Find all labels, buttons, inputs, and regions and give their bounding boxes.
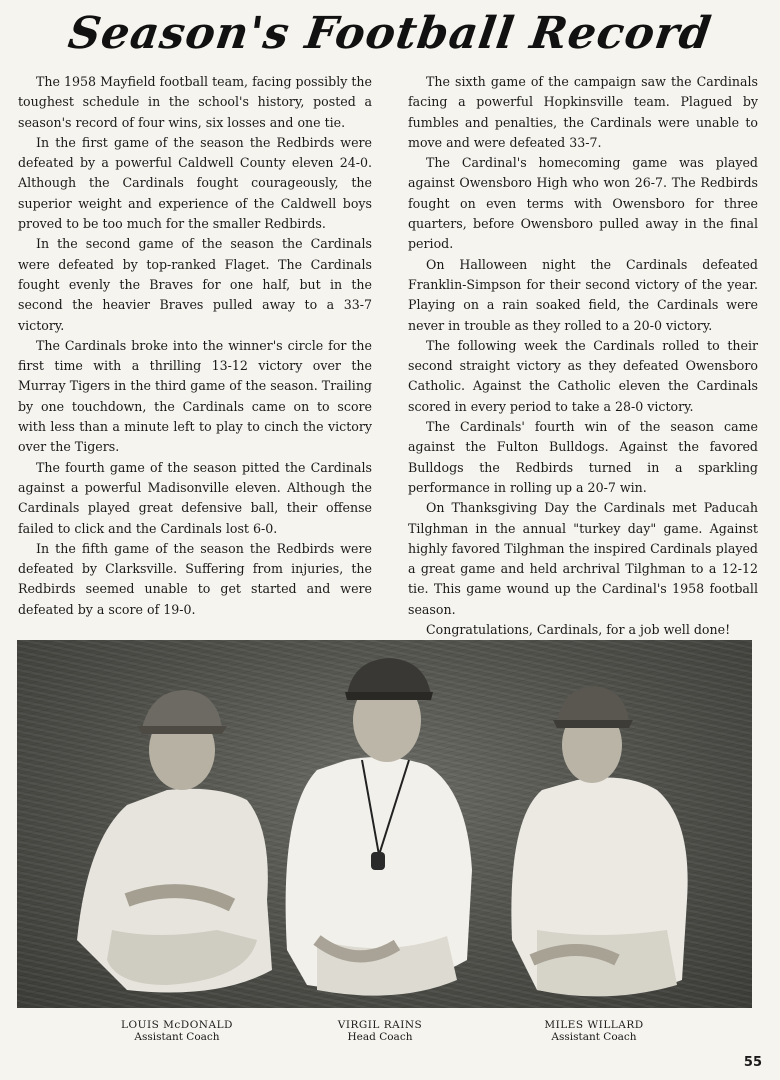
paragraph: The Cardinal's homecoming game was played against Owensboro High who won 26-7. The Redbirds fought on even terms with Owensboro for three quarters, before Owensboro pulled away in the final period. bbox=[408, 155, 758, 252]
paragraph: The 1958 Mayfield football team, facing possibly the toughest schedule in the school's history, posted a season's record of four wins, six losses and one tie. bbox=[18, 74, 372, 130]
page-title: Season's Football Record bbox=[65, 8, 715, 59]
caption-name: VIRGIL RAINS bbox=[337, 1019, 423, 1031]
paragraph: The Cardinals broke into the winner's circle for the first time with a thrilling 13-12 victory over the Murray Tigers in the third game of the season. Trailing by one touchdown, the Cardinals came on to score with less than a minute left to play to cinch the victory over the Tigers. bbox=[18, 337, 372, 455]
coach-left-figure bbox=[77, 690, 272, 993]
paragraph: The fourth game of the season pitted the Cardinals against a powerful Madisonville eleven. Although the Cardinals played great defensive ball, their offense failed to click and the Cardinals lost 6-0. bbox=[18, 459, 372, 536]
coaches-figures bbox=[17, 640, 752, 1008]
caption-role: Head Coach bbox=[347, 1031, 413, 1043]
caption-right bbox=[494, 1019, 694, 1043]
coaches-photo bbox=[17, 640, 752, 1008]
article-right-column bbox=[408, 72, 758, 640]
paragraph: On Thanksgiving Day the Cardinals met Paducah Tilghman in the annual "turkey day" game. Against highly favored Tilghman the inspired Cardinals played a great game and held archrival Tilghman to a 12-12 tie. This game wound up the Cardinal's 1958 football season. bbox=[408, 500, 758, 617]
caption-role: Assistant Coach bbox=[134, 1031, 220, 1043]
caption-center bbox=[280, 1019, 480, 1043]
caption-left bbox=[77, 1019, 277, 1043]
paragraph: In the second game of the season the Cardinals were defeated by top-ranked Flaget. The Cardinals fought evenly the Braves for one half, but in the second the heavier Braves pulled away to a 33-7 victory. bbox=[18, 236, 372, 333]
paragraph: The Cardinals' fourth win of the season came against the Fulton Bulldogs. Against the favored Bulldogs the Redbirds turned in a sparkling performance in rolling up a 20-7 win. bbox=[408, 419, 758, 495]
paragraph: The sixth game of the campaign saw the Cardinals facing a powerful Hopkinsville team. Plagued by fumbles and penalties, the Cardinals were unable to move and were defeated 33-7. bbox=[408, 74, 758, 150]
paragraph: On Halloween night the Cardinals defeated Franklin-Simpson for their second victory of the year. Playing on a rain soaked field, the Cardinals were never in trouble as they rolled to a 20-0 victory. bbox=[408, 256, 758, 333]
paragraph: Congratulations, Cardinals, for a job well done! bbox=[426, 622, 731, 638]
caption-name: LOUIS McDONALD bbox=[121, 1019, 233, 1031]
paragraph: In the fifth game of the season the Redbirds were defeated by Clarksville. Suffering from injuries, the Redbirds seemed unable to get started and were defeated by a score of 19-0. bbox=[18, 540, 372, 617]
page-number: 55 bbox=[743, 1055, 762, 1070]
photo-captions bbox=[17, 1019, 752, 1059]
coach-right-figure bbox=[511, 686, 687, 996]
paragraph: In the first game of the season the Redbirds were defeated by a powerful Caldwell County eleven 24-0. Although the Cardinals fought courageously, the superior weight and experience of the Caldwell boys proved to be too much for the smaller Redbirds. bbox=[18, 134, 372, 232]
paragraph: The following week the Cardinals rolled to their second straight victory as they defeated Owensboro Catholic. Against the Catholic eleven the Cardinals scored in every period to take a 28-0 victory. bbox=[408, 337, 758, 414]
caption-role: Assistant Coach bbox=[551, 1031, 637, 1043]
caption-name: MILES WILLARD bbox=[544, 1019, 644, 1031]
article-left-column bbox=[18, 72, 372, 620]
coach-center-figure bbox=[286, 658, 472, 996]
